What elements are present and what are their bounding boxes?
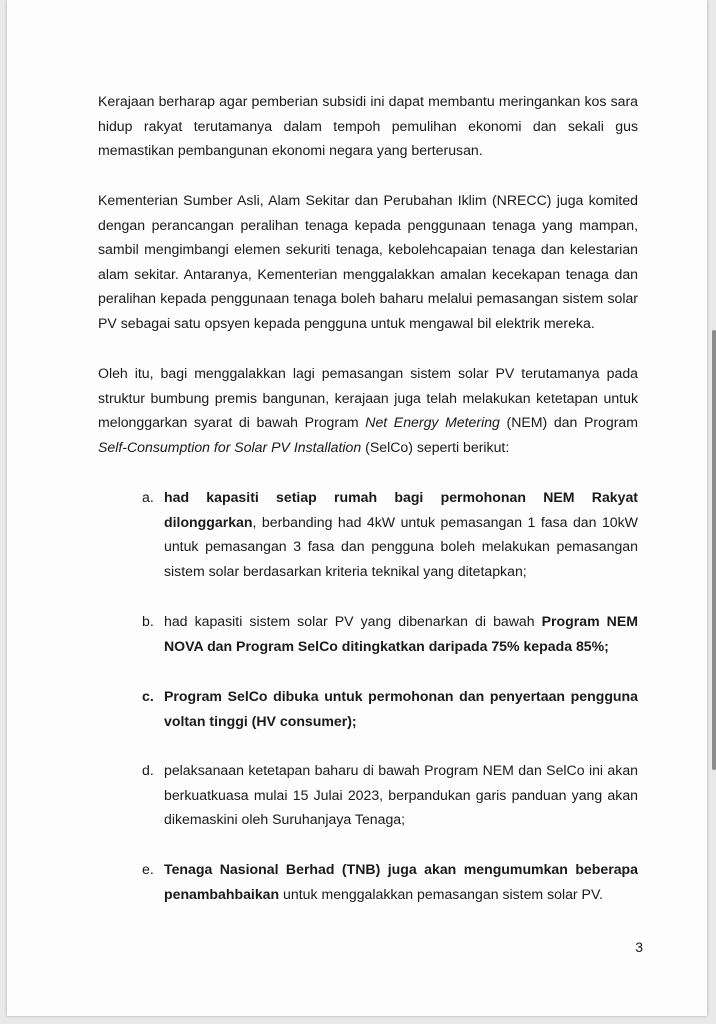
bold-text: penambahbaikan [164, 885, 280, 902]
list-marker: a. [142, 489, 154, 505]
bold-text: Program SelCo dibuka untuk permohonan dan penyertaan pengguna [164, 688, 638, 704]
text-line [164, 634, 638, 659]
bold-text: NOVA dan Program SelCo ditingkatkan daripada 75% kepada 85%; [164, 637, 609, 654]
text-line [164, 485, 638, 510]
text-line: dikemaskini oleh Suruhanjaya Tenaga; [164, 811, 406, 827]
page-number: 3 [635, 939, 643, 955]
text-line: Kementerian Sumber Asli, Alam Sekitar dan Perubahan Iklim (NRECC) juga komited [98, 192, 638, 208]
text-segment: (SelCo) seperti berikut: [361, 438, 510, 455]
text-line: peralihan kepada penggunaan tenaga boleh baharu melalui pemasangan sistem solar [98, 290, 638, 306]
text-line: alam sekitar. Antaranya, Kementerian menggalakkan amalan kecekapan tenaga dan [98, 265, 638, 282]
bold-text: Program NEM [541, 613, 638, 629]
text-line: hidup rakyat terutamanya dalam tempoh pemulihan ekonomi dan sekali gus [98, 117, 638, 134]
text-segment: (NEM) dan Program [499, 414, 638, 430]
text-line [164, 510, 638, 535]
text-line [164, 609, 638, 634]
text-segment: melonggarkan syarat di bawah Program [98, 414, 366, 430]
text-line: struktur bumbung premis bangunan, kerajaan juga telah melakukan ketetapan untuk [98, 389, 638, 406]
paragraph-subsidy [98, 89, 638, 163]
text-line [164, 882, 638, 907]
paragraph-nrecc [98, 188, 638, 335]
list-marker: e. [142, 861, 154, 877]
italic-term-selco: Self-Consumption for Solar PV Installation [98, 438, 362, 455]
paragraph-solar-pv [98, 361, 638, 459]
text-segment: , berbanding had 4kW untuk pemasangan 1 fasa dan 10kW [252, 513, 638, 530]
text-line [164, 857, 638, 882]
list-marker: c. [142, 688, 154, 704]
text-line: untuk pemasangan 3 fasa dan pengguna boleh melakukan pemasangan [164, 538, 638, 554]
text-line: dengan perancangan peralihan tenaga kepada penggunaan tenaga yang mampan, [98, 216, 638, 233]
italic-term-nem: Net Energy Metering [365, 414, 500, 430]
text-segment: untuk menggalakkan pemasangan sistem solar PV. [279, 885, 603, 902]
bold-text: had kapasiti setiap rumah bagi permohonan NEM Rakyat [164, 489, 638, 505]
text-line [98, 435, 638, 460]
vertical-scrollbar[interactable] [712, 330, 716, 770]
bold-text: dilonggarkan [164, 513, 253, 530]
bold-text: Tenaga Nasional Berhad (TNB) juga akan mengumumkan beberapa [164, 861, 638, 877]
text-line: memastikan pembangunan ekonomi negara yang berterusan. [98, 142, 483, 158]
text-line: pelaksanaan ketetapan baharu di bawah Program NEM dan SelCo ini akan [164, 762, 638, 778]
text-line: berkuatkuasa mulai 15 Julai 2023, berpandukan garis panduan yang akan [164, 786, 638, 803]
list-marker: d. [142, 762, 154, 778]
text-line [164, 709, 638, 734]
text-line: Oleh itu, bagi menggalakkan lagi pemasangan sistem solar PV terutamanya pada [98, 365, 638, 381]
text-line: Kerajaan berharap agar pemberian subsidi ini dapat membantu meringankan kos sara [98, 93, 638, 109]
text-line: PV sebagai satu opsyen kepada pengguna untuk mengawal bil elektrik mereka. [98, 314, 595, 331]
text-line: sambil mengimbangi elemen sekuriti tenaga, kebolehcapaian tenaga dan kelestarian [98, 241, 638, 257]
text-segment: had kapasiti sistem solar PV yang dibenarkan di bawah [164, 613, 542, 629]
text-line: sistem solar berdasarkan kriteria teknikal yang ditetapkan; [164, 562, 527, 579]
text-line [98, 410, 638, 435]
list-marker: b. [142, 613, 154, 629]
text-line [164, 684, 638, 709]
document-page [7, 0, 707, 1016]
bold-text: voltan tinggi (HV consumer); [164, 712, 357, 729]
